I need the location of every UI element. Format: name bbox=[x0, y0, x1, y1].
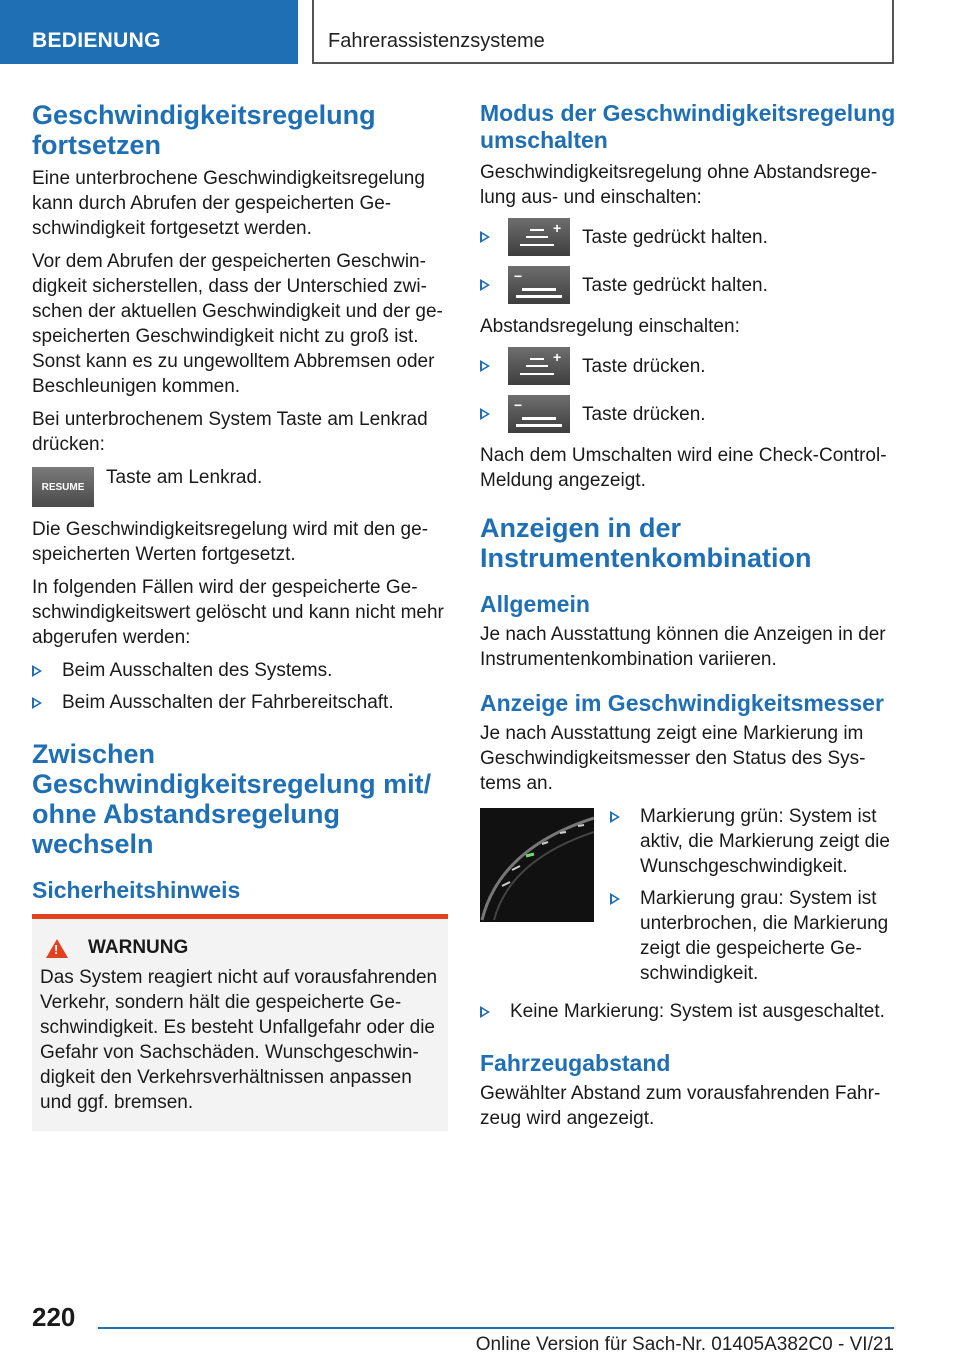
left-column bbox=[32, 100, 448, 1131]
page-number: 220 bbox=[32, 1302, 76, 1332]
heading-speedo: Anzeige im Geschwindigkeitsmesser bbox=[480, 690, 884, 716]
list-item-text: Markierung grau: System ist unterbrochen, die Markierung zeigt die gespeicherte Geschwindigkeit. bbox=[640, 888, 889, 984]
bullet-triangle-icon bbox=[480, 360, 490, 372]
list-item bbox=[610, 886, 896, 986]
button-row bbox=[480, 218, 896, 256]
paragraph: Vor dem Abrufen der gespeicherten Geschwindigkeit sicherstellen, dass der Unterschied zwischen der aktuellen Geschwindigkeit und der gespeicherten Geschwindigkeit nicht zu groß ist. Sonst kann es zu ungewolltem Abbremsen oder Beschleunigen kommen. bbox=[32, 251, 443, 397]
paragraph: Je nach Ausstattung können die Anzeigen in der Instrumentenkombination variieren. bbox=[480, 624, 886, 670]
footer-version: Online Version für Sach-Nr. 01405A382C0 - VI/21 bbox=[475, 1334, 894, 1355]
button-text: Taste drücken. bbox=[582, 355, 706, 377]
warning-title bbox=[40, 937, 440, 959]
paragraph: Die Geschwindigkeitsregelung wird mit den gespeicherten Werten fortgesetzt. bbox=[32, 519, 429, 565]
bullet-triangle-icon bbox=[480, 231, 490, 243]
warning-triangle-icon bbox=[46, 939, 68, 958]
header-section bbox=[0, 0, 298, 64]
resume-row bbox=[32, 465, 448, 507]
list-item bbox=[610, 804, 896, 879]
paragraph: In folgenden Fällen wird der gespeicherte Geschwindigkeitswert gelöscht und kann nicht mehr abgerufen werden: bbox=[32, 577, 444, 648]
bullet-triangle-icon bbox=[480, 408, 490, 420]
distance-plus-button-icon: + bbox=[508, 347, 570, 385]
button-text: Taste drücken. bbox=[582, 403, 706, 425]
list-item bbox=[32, 658, 448, 683]
list-item-text: Markierung grün: System ist aktiv, die Markierung zeigt die Wunschgeschwindigkeit. bbox=[640, 806, 890, 877]
heading-general: Allgemein bbox=[480, 591, 590, 617]
heading-switch: Zwischen Geschwindigkeitsregelung mit/ ohne Abstandsregelung wechseln bbox=[32, 739, 432, 859]
paragraph: Eine unterbrochene Geschwindigkeitsregelung kann durch Abrufen der gespeicherten Geschwindigkeit fortgesetzt werden. bbox=[32, 168, 425, 239]
paragraph: Abstandsregelung einschalten: bbox=[480, 316, 740, 337]
right-column bbox=[480, 100, 896, 1139]
warning-text: Das System reagiert nicht auf vorausfahrenden Verkehr, sondern hält die gespeicherte Geschwindigkeit. Es besteht Unfallgefahr oder die Gefahr von Sachschäden. Wunschgeschwindigkeit den Verkehrsverhältnissen anpassen und ggf. bremsen. bbox=[40, 967, 438, 1113]
paragraph: Bei unterbrochenem System Taste am Lenkrad drücken: bbox=[32, 409, 428, 455]
paragraph: Gewählter Abstand zum vorausfahrenden Fahrzeug wird angezeigt. bbox=[480, 1083, 881, 1129]
paragraph: Geschwindigkeitsregelung ohne Abstandsregelung aus- und einschalten: bbox=[480, 162, 878, 208]
distance-plus-button-icon: + bbox=[508, 218, 570, 256]
distance-minus-button-icon: − bbox=[508, 395, 570, 433]
heading-resume: Geschwindigkeitsregelung fortsetzen bbox=[32, 100, 376, 160]
speedometer-section bbox=[480, 804, 896, 993]
bullet-triangle-icon bbox=[480, 279, 490, 291]
heading-display: Anzeigen in der Instrumentenkombination bbox=[480, 513, 812, 573]
heading-mode: Modus der Geschwindigkeitsregelung umschalten bbox=[480, 100, 896, 153]
footer-divider bbox=[98, 1327, 894, 1329]
button-text: Taste gedrückt halten. bbox=[582, 226, 768, 248]
resume-button-icon: RESUME bbox=[32, 467, 94, 507]
warning-box bbox=[32, 914, 448, 1131]
warning-label: WARNUNG bbox=[88, 937, 189, 958]
list-item-text: Beim Ausschalten des Systems. bbox=[62, 660, 333, 681]
button-text: Taste gedrückt halten. bbox=[582, 274, 768, 296]
bullet-triangle-icon bbox=[32, 665, 42, 677]
bullet-triangle-icon bbox=[610, 893, 620, 905]
section-title: BEDIENUNG bbox=[32, 29, 161, 52]
bullet-triangle-icon bbox=[480, 1006, 490, 1018]
button-row bbox=[480, 266, 896, 304]
list-item-text: Beim Ausschalten der Fahrbereitschaft. bbox=[62, 692, 394, 713]
list-item bbox=[480, 999, 896, 1024]
chapter-title: Fahrerassistenzsysteme bbox=[328, 30, 545, 52]
heading-safety: Sicherheitshinweis bbox=[32, 877, 241, 903]
button-row bbox=[480, 347, 896, 385]
resume-text: Taste am Lenkrad. bbox=[106, 467, 263, 488]
bullet-triangle-icon bbox=[32, 697, 42, 709]
paragraph: Nach dem Umschalten wird eine Check-Control-Meldung angezeigt. bbox=[480, 445, 887, 491]
heading-distance: Fahrzeugabstand bbox=[480, 1050, 671, 1076]
speedometer-image bbox=[480, 808, 594, 922]
header-chapter bbox=[312, 0, 894, 64]
bullet-triangle-icon bbox=[610, 811, 620, 823]
paragraph: Je nach Ausstattung zeigt eine Markierung im Geschwindigkeitsmesser den Status des Systems an. bbox=[480, 723, 866, 794]
distance-minus-button-icon: − bbox=[508, 266, 570, 304]
button-row bbox=[480, 395, 896, 433]
list-item-text: Keine Markierung: System ist ausgeschaltet. bbox=[510, 1001, 885, 1022]
list-item bbox=[32, 690, 448, 715]
